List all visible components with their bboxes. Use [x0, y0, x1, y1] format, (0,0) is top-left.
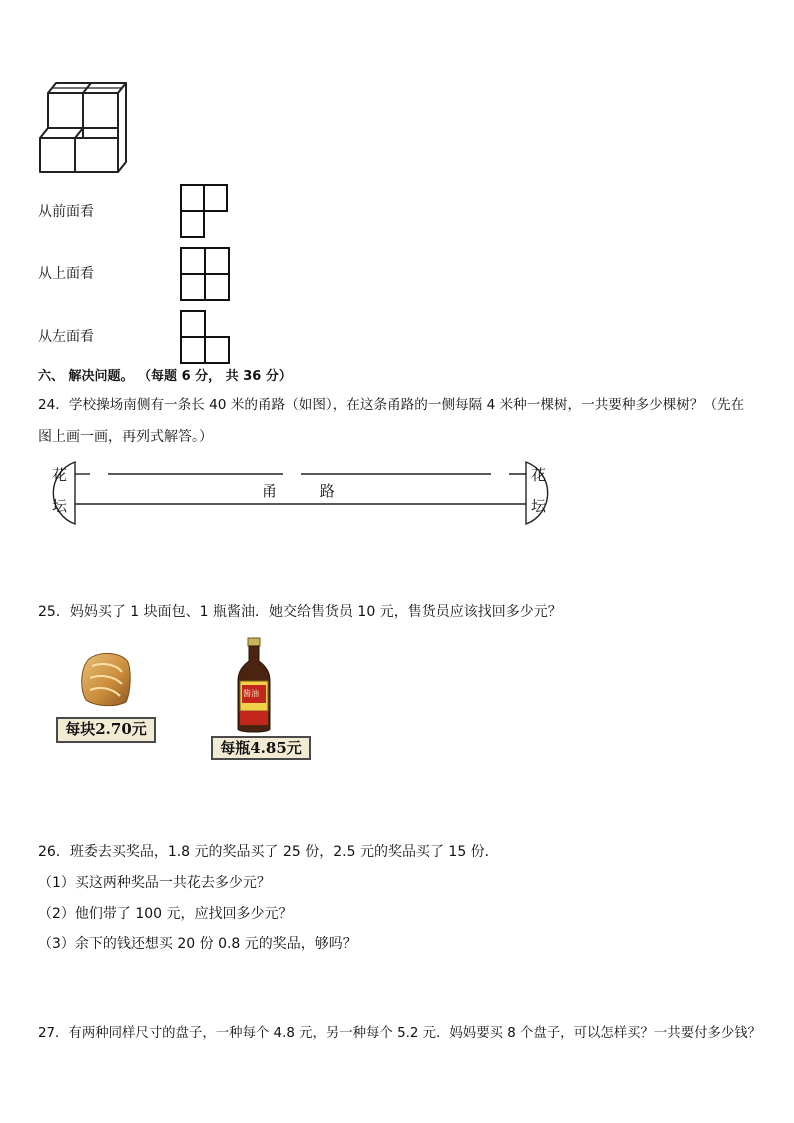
- left-view-grid: [179, 309, 231, 365]
- bottle-label-text: 酱油: [243, 689, 259, 698]
- bottle-price-tag: 每瓶4.85元: [211, 736, 311, 760]
- bread-image: [78, 650, 134, 708]
- q24-text-line2: 图上画一画，再列式解答。）: [38, 429, 213, 445]
- top-view-grid: [179, 246, 231, 302]
- left-bed-char-1: 花: [52, 466, 68, 484]
- front-view-grid: [179, 183, 229, 239]
- q25-text: 25．妈妈买了 1 块面包、1 瓶酱油．她交给售货员 10 元，售货员应该找回多少元？: [38, 604, 562, 620]
- section-heading: 六、 解决问题。 （每题 6 分， 共 36 分）: [38, 369, 292, 384]
- q26-text-line3: （2）他们带了 100 元，应找回多少元？: [38, 906, 293, 922]
- q26-text-line2: （1）买这两种奖品一共花去多少元？: [38, 875, 271, 891]
- q27-text: 27．有两种同样尺寸的盘子，一种每个 4.8 元，另一种每个 5.2 元．妈妈要买 8 个盘子，可以怎样买？一共要付多少钱？: [38, 1026, 762, 1041]
- cube-solid-figure: [38, 80, 132, 176]
- left-bed-char-2: 坛: [52, 497, 68, 515]
- soy-sauce-bottle-image: [234, 637, 274, 735]
- view-label-top: 从上面看: [38, 266, 94, 282]
- q26-text-line4: （3）余下的钱还想买 20 份 0.8 元的奖品，够吗？: [38, 936, 357, 952]
- view-label-left: 从左面看: [38, 329, 94, 345]
- right-bed-char-1: 花: [531, 466, 547, 484]
- q24-text-line1: 24．学校操场南侧有一条长 40 米的甬路（如图），在这条甬路的一侧每隔 4 米种一棵树，一共要种多少棵树？（先在: [38, 397, 745, 413]
- right-bed-char-2: 坛: [531, 497, 547, 515]
- road-label: 甬 路: [262, 482, 335, 500]
- q26-text-line1: 26．班委去买奖品，1.8 元的奖品买了 25 份，2.5 元的奖品买了 15 份．: [38, 844, 499, 860]
- bread-price-tag: 每块2.70元: [56, 717, 156, 743]
- view-label-front: 从前面看: [38, 204, 94, 220]
